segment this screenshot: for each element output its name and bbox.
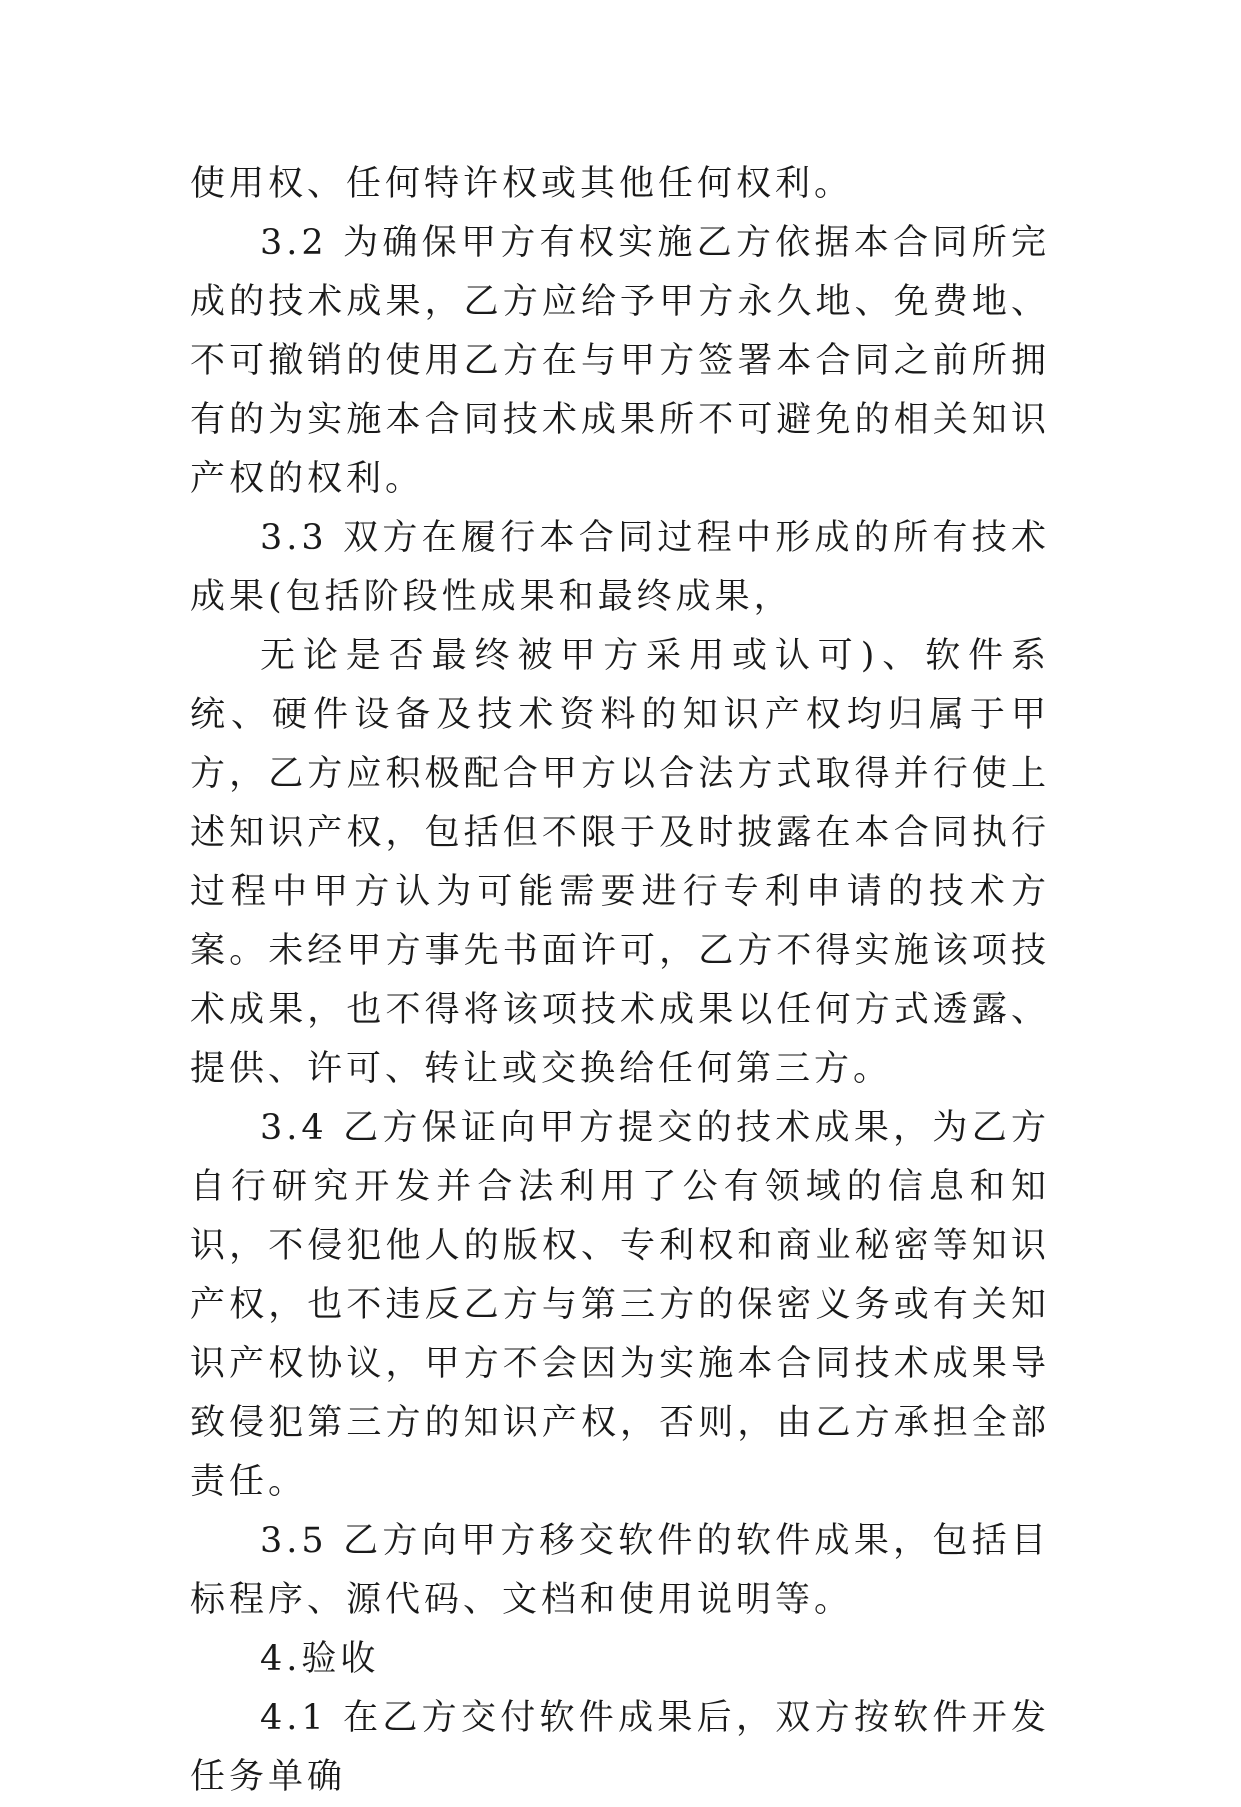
- section-heading-acceptance: 4.验收: [260, 1639, 380, 1679]
- paragraph-clause-3-4: 3.4 乙方保证向甲方提交的技术成果，为乙方自行研究开发并合法利用了公有领域的信息和知识，不侵犯他人的版权、专利权和商业秘密等知识产权，也不违反乙方与第三方的保密义务或有关知识产权协议，甲方不会因为实施本合同技术成果导致侵犯第三方的知识产权，否则，由乙方承担全部责任。: [190, 1108, 1050, 1502]
- document-body: [190, 155, 1050, 1807]
- paragraph-clause-3-5: 3.5 乙方向甲方移交软件的软件成果，包括目标程序、源代码、文档和使用说明等。: [190, 1521, 1050, 1620]
- paragraph-clause-3-3-continued: 无论是否最终被甲方采用或认可)、软件系统、硬件设备及技术资料的知识产权均归属于甲方，乙方应积极配合甲方以合法方式取得并行使上述知识产权，包括但不限于及时披露在本合同执行过程中甲方认为可能需要进行专利申请的技术方案。未经甲方事先书面许可，乙方不得实施该项技术成果，也不得将该项技术成果以任何方式透露、提供、许可、转让或交换给任何第三方。: [190, 636, 1050, 1089]
- paragraph-clause-4-1: 4.1 在乙方交付软件成果后，双方按软件开发任务单确: [190, 1698, 1050, 1797]
- paragraph-clause-3-3: 3.3 双方在履行本合同过程中形成的所有技术成果(包括阶段性成果和最终成果，: [190, 518, 1050, 617]
- paragraph-clause-3-2: 3.2 为确保甲方有权实施乙方依据本合同所完成的技术成果，乙方应给予甲方永久地、免费地、不可撤销的使用乙方在与甲方签署本合同之前所拥有的为实施本合同技术成果所不可避免的相关知识产权的权利。: [190, 223, 1050, 499]
- paragraph-continuation: 使用权、任何特许权或其他任何权利。: [190, 164, 854, 204]
